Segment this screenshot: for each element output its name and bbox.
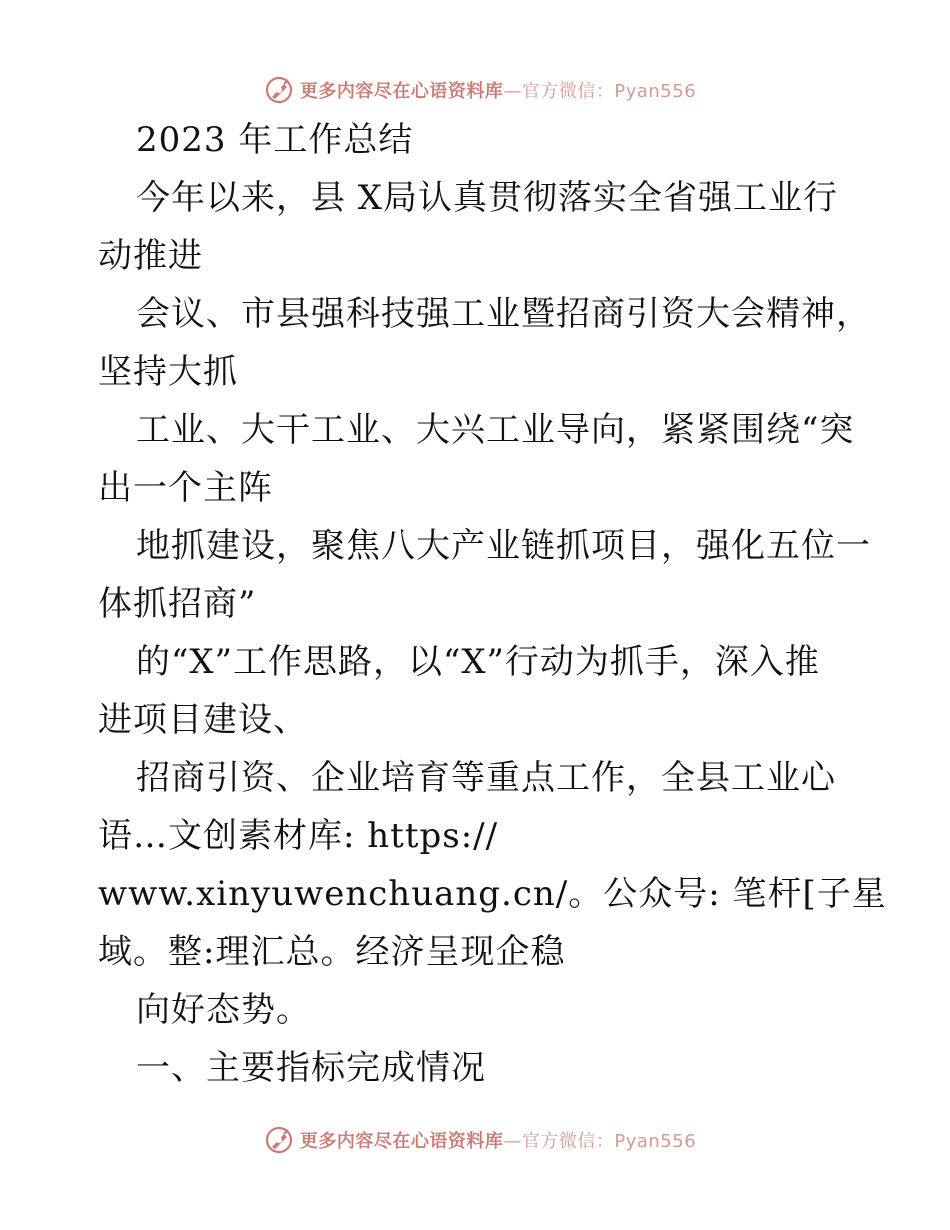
- header-watermark-banner: [0, 70, 950, 110]
- footer-watermark-banner: [0, 1120, 950, 1160]
- doc-line: 语…文创素材库: https://: [98, 816, 499, 856]
- doc-line: 体抓招商”: [98, 584, 257, 624]
- doc-line: 会议、市县强科技强工业暨招商引资大会精神，: [136, 294, 871, 334]
- doc-line: 今年以来，县 X局认真贯彻落实全省强工业行: [136, 178, 839, 218]
- doc-line: 向好态势。: [136, 990, 311, 1030]
- doc-line: 地抓建设，聚焦八大产业链抓项目，强化五位一: [136, 526, 871, 566]
- watermark-text: [300, 1127, 696, 1153]
- section-heading: 一、主要指标完成情况: [136, 1048, 486, 1088]
- doc-line: 动推进: [98, 236, 203, 276]
- quill-pen-logo-icon: [264, 75, 294, 105]
- watermark-suffix-text: 官方微信：Pyan556: [521, 81, 697, 102]
- watermark-main-text: 更多内容尽在心语资料库: [299, 1131, 504, 1152]
- doc-line: 工业、大干工业、大兴工业导向，紧紧围绕“突: [136, 410, 855, 450]
- doc-line: 招商引资、企业培育等重点工作，全县工业心: [136, 758, 836, 798]
- doc-line: 坚持大抓: [98, 352, 238, 392]
- doc-line: 进项目建设、: [98, 700, 308, 740]
- doc-line: 的“X”工作思路，以“X”行动为抓手，深入推: [136, 642, 820, 682]
- watermark-main-text: 更多内容尽在心语资料库: [299, 81, 504, 102]
- doc-title: 2023 年工作总结: [136, 120, 414, 160]
- watermark-suffix-text: 官方微信：Pyan556: [521, 1131, 697, 1152]
- doc-line: 出一个主阵: [98, 468, 273, 508]
- watermark-dash: —: [503, 81, 522, 102]
- doc-line: www.xinyuwenchuang.cn/。公众号: 笔杆[子星: [98, 874, 887, 914]
- watermark-text: [300, 77, 696, 103]
- watermark-dash: —: [503, 1131, 522, 1152]
- doc-line: 域。整:理汇总。经济呈现企稳: [98, 932, 566, 972]
- quill-pen-logo-icon: [264, 1125, 294, 1155]
